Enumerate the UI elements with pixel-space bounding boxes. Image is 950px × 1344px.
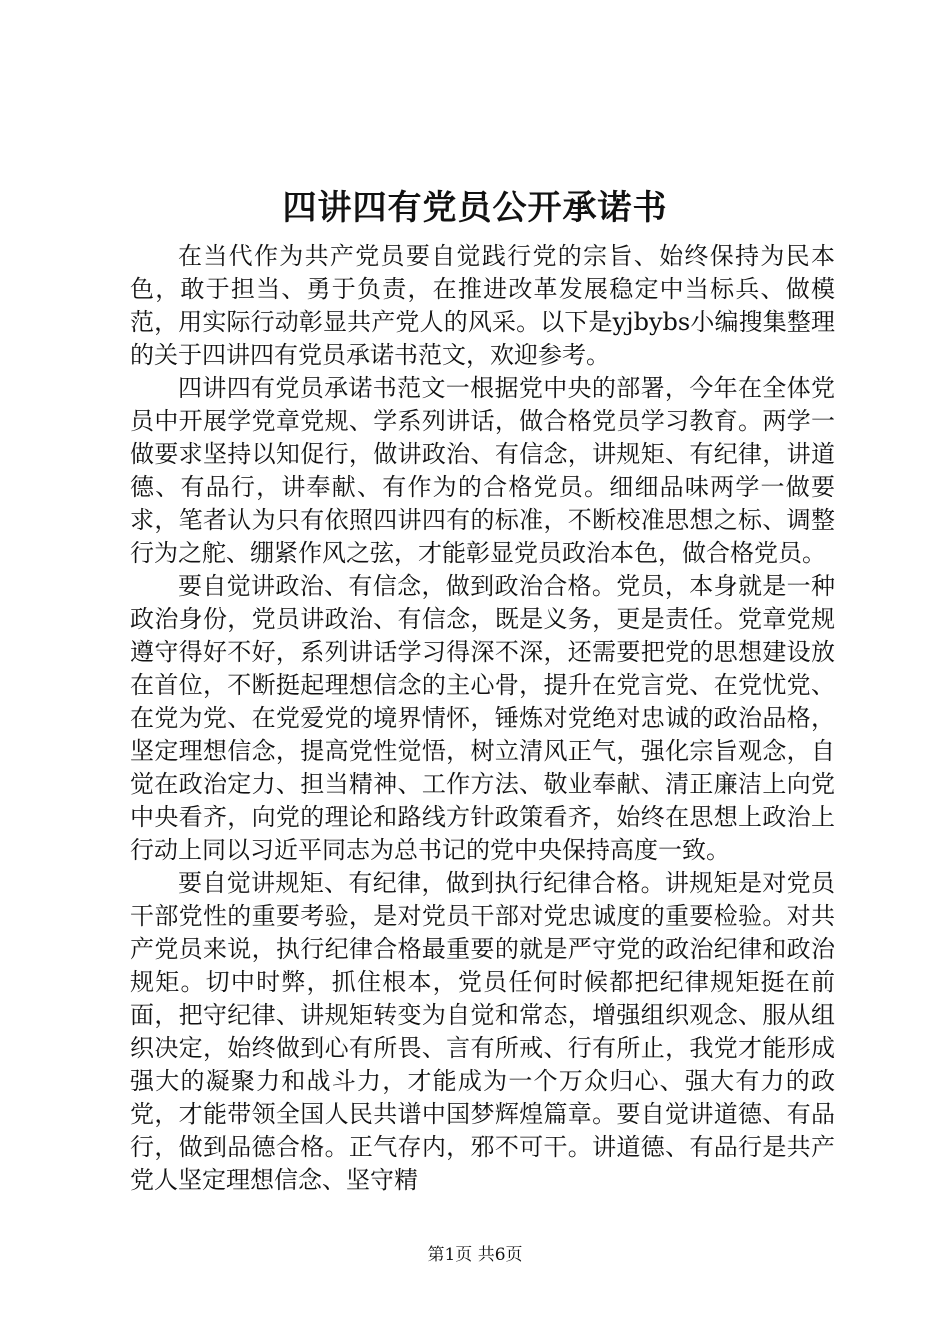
paragraph: 要自觉讲政治、有信念，做到政治合格。党员，本身就是一种政治身份，党员讲政治、有信念，既是义务，更是责任。党章党规遵守得好不好，系列讲话学习得深不深，还需要把党的思想建设放在首位，不断挺起理想信念的主心骨，提升在党言党、在党忧党、在党为党、在党爱党的境界情怀，锤炼对党绝对忠诚的政治品格，坚定理想信念，提高党性觉悟，树立清风正气，强化宗旨观念，自觉在政治定力、担当精神、工作方法、敬业奉献、清正廉洁上向党中央看齐，向党的理论和路线方针政策看齐，始终在思想上政治上行动上同以习近平同志为总书记的党中央保持高度一致。	[130, 572, 835, 864]
paragraph: 要自觉讲规矩、有纪律，做到执行纪律合格。讲规矩是对党员干部党性的重要考验，是对党员干部对党忠诚度的重要检验。对共产党员来说，执行纪律合格最重要的就是严守党的政治纪律和政治规矩。切中时弊，抓住根本，党员任何时候都把纪律规矩挺在前面，把守纪律、讲规矩转变为自觉和常态，增强组织观念、服从组织决定，始终做到心有所畏、言有所戒、行有所止，我党才能形成强大的凝聚力和战斗力，才能成为一个万众归心、强大有力的政党，才能带领全国人民共谱中国梦辉煌篇章。要自觉讲道德、有品行，做到品德合格。正气存内，邪不可干。讲道德、有品行是共产党人坚定理想信念、坚守精	[130, 869, 835, 1194]
page-number-footer: 第1页 共6页	[427, 1245, 523, 1265]
paragraph: 四讲四有党员承诺书范文一根据党中央的部署，今年在全体党员中开展学党章党规、学系列讲话，做合格党员学习教育。两学一做要求坚持以知促行，做讲政治、有信念，讲规矩、有纪律，讲道德、有品行，讲奉献、有作为的合格党员。细细品味两学一做要求，笔者认为只有依照四讲四有的标准，不断校准思想之标、调整行为之舵、绷紧作风之弦，才能彰显党员政治本色，做合格党员。	[130, 374, 835, 567]
paragraph: 在当代作为共产党员要自觉践行党的宗旨、始终保持为民本色，敢于担当、勇于负责，在推进改革发展稳定中当标兵、做模范，用实际行动彰显共产党人的风采。以下是yjbybs小编搜集整理的关于四讲四有党员承诺书范文，欢迎参考。	[130, 242, 835, 369]
document-title: 四讲四有党员公开承诺书	[282, 188, 668, 228]
document-body	[130, 240, 835, 1197]
